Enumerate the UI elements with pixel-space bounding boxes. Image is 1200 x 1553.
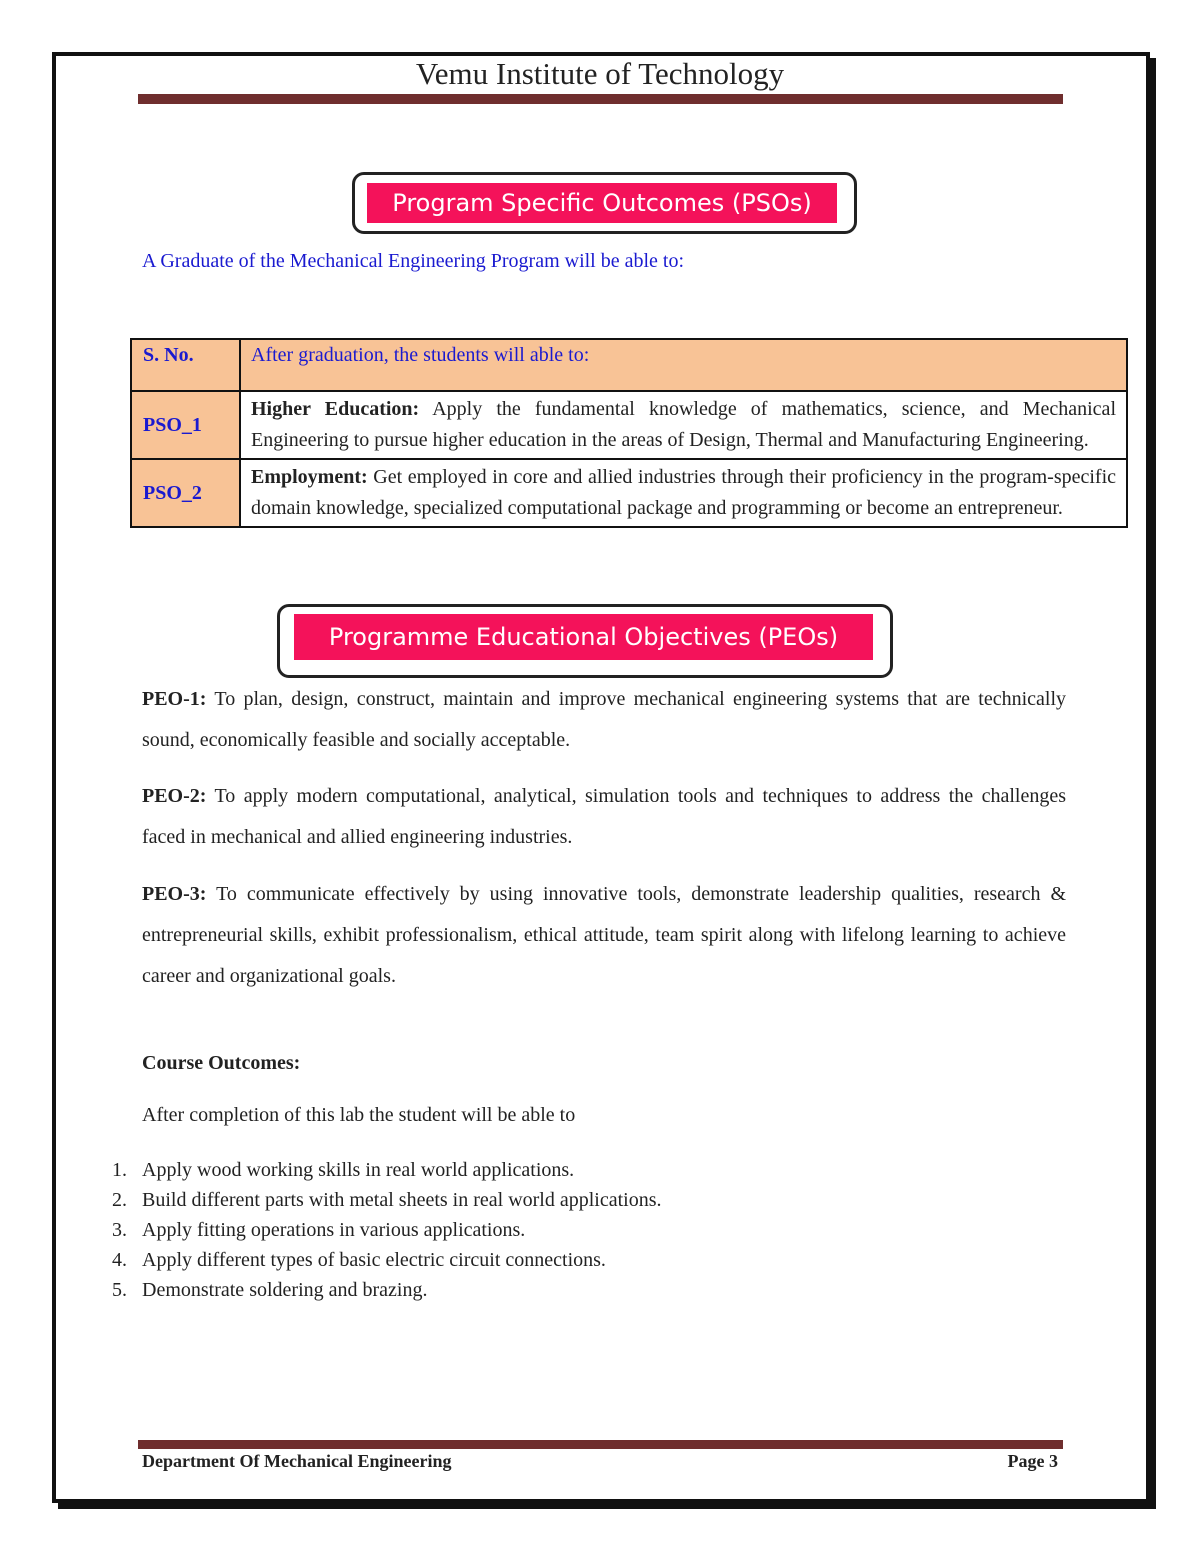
peo-text: To apply modern computational, analytical, simulation tools and techniques to address the challenges faced in mechanical and allied engineering industries. (142, 785, 1066, 848)
peo-banner-title: Programme Educational Objectives (PEOs) (294, 614, 873, 660)
table-row (131, 459, 1127, 527)
list-number: 2. (112, 1189, 127, 1211)
peo-label: PEO-1: (142, 688, 207, 710)
page-header-title: Vemu Institute of Technology (415, 56, 785, 91)
peo-item (142, 874, 1066, 997)
list-item (112, 1245, 662, 1275)
peo-text: To communicate effectively by using innovative tools, demonstrate leadership qualities, research & entrepreneurial skills, exhibit professionalism, ethical attitude, team spirit along with lifelong learning to achieve career and organizational goals. (142, 883, 1067, 987)
list-item (112, 1215, 662, 1245)
pso-description (240, 391, 1127, 459)
course-outcomes-list (112, 1155, 662, 1305)
peo-text: To plan, design, construct, maintain and improve mechanical engineering systems that are technically sound, economically feasible and socially acceptable. (142, 688, 1067, 751)
list-text: Apply different types of basic electric circuit connections. (142, 1249, 606, 1271)
pso-intro: A Graduate of the Mechanical Engineering Program will be able to: (142, 250, 685, 272)
footer-rule (138, 1440, 1063, 1449)
pso-description (240, 459, 1127, 527)
list-number: 1. (112, 1159, 127, 1181)
footer-department: Department Of Mechanical Engineering (142, 1451, 452, 1471)
table-row (131, 391, 1127, 459)
list-text: Demonstrate soldering and brazing. (142, 1279, 428, 1301)
pso-text: Get employed in core and allied industries through their proficiency in the program-specific domain knowledge, specialized computational package and programming or become an entrepreneur. (251, 466, 1117, 519)
col-sno-header: S. No. (131, 339, 240, 391)
list-item (112, 1155, 662, 1185)
pso-table (130, 338, 1128, 528)
list-number: 4. (112, 1249, 127, 1271)
pso-id: PSO_2 (131, 459, 240, 527)
list-number: 5. (112, 1279, 127, 1301)
col-desc-header: After graduation, the students will able to: (240, 339, 1127, 391)
pso-text: Apply the fundamental knowledge of mathematics, science, and Mechanical Engineering to pursue higher education in the areas of Design, Thermal and Manufacturing Engineering. (251, 398, 1116, 451)
list-item (112, 1185, 662, 1215)
peo-item (142, 679, 1066, 761)
pso-title: Higher Education: (251, 398, 420, 420)
peo-item (142, 776, 1066, 858)
list-text: Build different parts with metal sheets in real world applications. (142, 1189, 662, 1211)
peo-label: PEO-2: (142, 785, 207, 807)
footer-page-number: Page 3 (1007, 1451, 1058, 1471)
course-outcomes-intro: After completion of this lab the student will be able to (142, 1104, 576, 1126)
peo-label: PEO-3: (142, 883, 207, 905)
list-number: 3. (112, 1219, 127, 1241)
pso-table-header-row (131, 339, 1127, 391)
course-outcomes-heading: Course Outcomes: (142, 1052, 301, 1074)
list-text: Apply fitting operations in various applications. (142, 1219, 526, 1241)
pso-id: PSO_1 (131, 391, 240, 459)
list-text: Apply wood working skills in real world applications. (142, 1159, 575, 1181)
pso-banner-title: Program Specific Outcomes (PSOs) (367, 183, 837, 223)
list-item (112, 1275, 662, 1305)
header-rule (138, 94, 1063, 104)
pso-title: Employment: (251, 466, 368, 488)
